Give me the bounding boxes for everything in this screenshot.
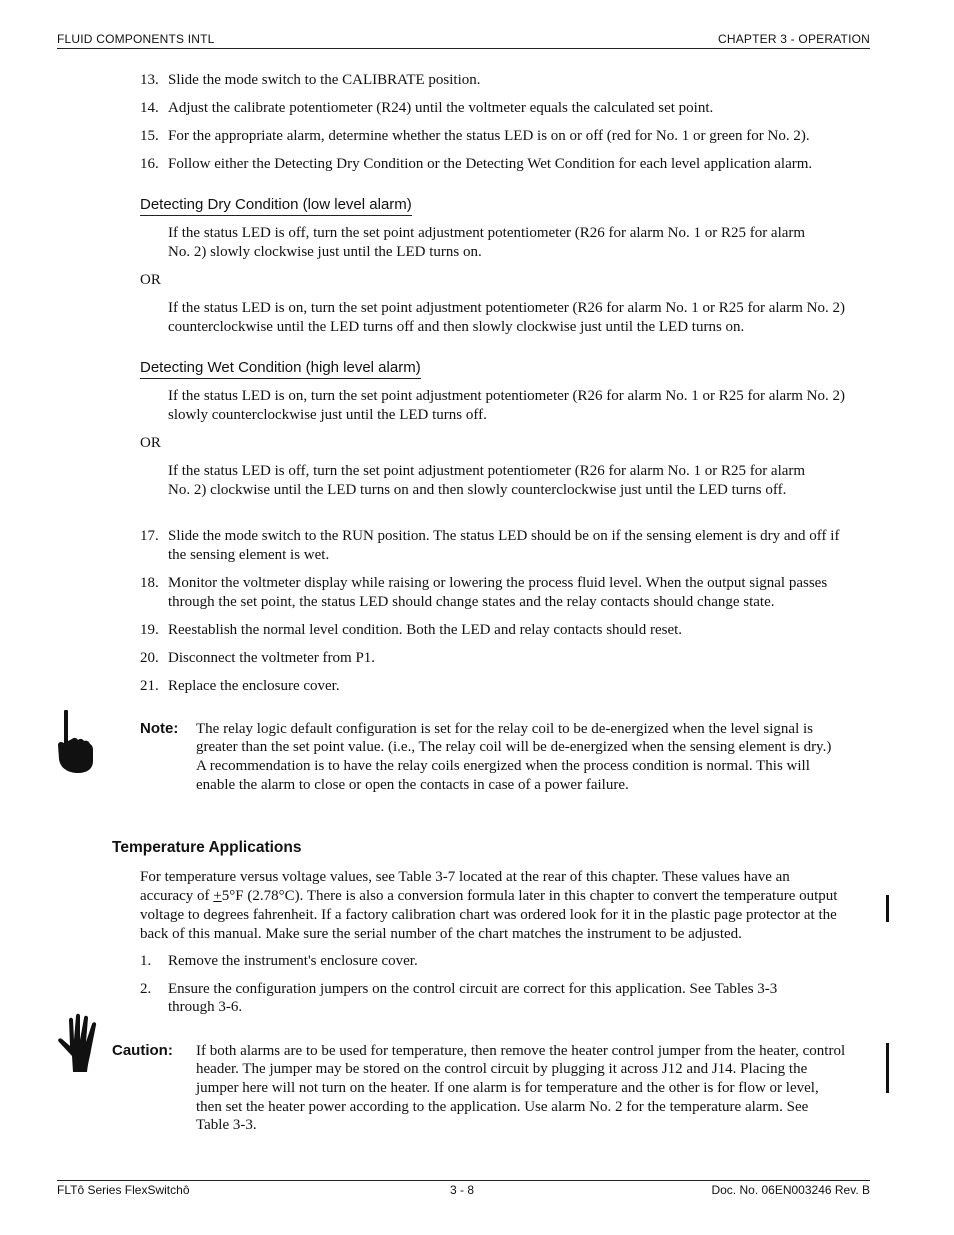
note-line-1: The relay logic default configuration is set for the relay coil to be de-energized when the level signal is — [196, 721, 813, 737]
step-text: the sensing element is wet. — [168, 547, 330, 563]
temp-para-line-2 — [140, 887, 837, 906]
wet-para-1-line-1: If the status LED is on, turn the set point adjustment potentiometer (R26 for alarm No. 1 or R25 for alarm No. 2) — [168, 388, 845, 404]
step-number: 20. — [140, 650, 159, 666]
plus-minus-symbol: + — [213, 888, 222, 904]
step-text: Ensure the configuration jumpers on the control circuit are correct for this application. See Tables 3-3 — [168, 981, 778, 997]
step-number: 18. — [140, 575, 159, 591]
step-text: Remove the instrument's enclosure cover. — [168, 953, 418, 969]
pointing-hand-icon — [56, 709, 96, 775]
step-number: 2. — [140, 981, 152, 997]
step-text: Replace the enclosure cover. — [168, 678, 340, 694]
change-bar — [886, 1043, 889, 1093]
caution-line-4: then set the heater power according to the application. Use alarm No. 2 for the temperature alarm. See — [196, 1099, 809, 1115]
step-number: 14. — [140, 100, 159, 116]
step-text: Slide the mode switch to the RUN position. The status LED should be on if the sensing element is dry and off if — [168, 528, 840, 544]
step-text: Adjust the calibrate potentiometer (R24) until the voltmeter equals the calculated set point. — [168, 100, 714, 116]
step-text: Follow either the Detecting Dry Condition or the Detecting Wet Condition for each level application alarm. — [168, 156, 813, 172]
step-number: 19. — [140, 622, 159, 638]
temperature-applications-heading: Temperature Applications — [112, 839, 302, 856]
temp-para-line-3: voltage to degrees fahrenheit. If a factory calibration chart was ordered look for it in the plastic page protector at the — [140, 907, 837, 923]
step-text: Reestablish the normal level condition. Both the LED and relay contacts should reset. — [168, 622, 683, 638]
dry-para-2-line-2: counterclockwise until the LED turns off and then slowly clockwise just until the LED turns on. — [168, 319, 745, 335]
dry-para-1-line-2: No. 2) slowly clockwise just until the LED turns on. — [168, 244, 482, 260]
step-text: Disconnect the voltmeter from P1. — [168, 650, 376, 666]
dry-para-1-line-1: If the status LED is off, turn the set point adjustment potentiometer (R26 for alarm No. 1 or R25 for alarm — [168, 225, 806, 241]
header-chapter: CHAPTER 3 - OPERATION — [718, 32, 870, 46]
dry-or: OR — [140, 272, 161, 288]
wet-para-2-line-1: If the status LED is off, turn the set point adjustment potentiometer (R26 for alarm No. 1 or R25 for alarm — [168, 463, 806, 479]
step-number: 17. — [140, 528, 159, 544]
step-text: through the set point, the status LED should change states and the relay contacts should change state. — [168, 594, 775, 610]
caution-label: Caution: — [112, 1042, 173, 1059]
step-number: 15. — [140, 128, 159, 144]
footer-product: FLTô Series FlexSwitchô — [57, 1183, 190, 1197]
caution-line-5: Table 3-3. — [196, 1117, 257, 1133]
step-text: Monitor the voltmeter display while raising or lowering the process fluid level. When the output signal passes — [168, 575, 828, 591]
page-footer — [57, 1180, 870, 1199]
step-number: 16. — [140, 156, 159, 172]
note-line-2: greater than the set point value. (i.e., The relay coil will be de-energized when the sensing element is dry.) — [196, 739, 832, 755]
wet-or: OR — [140, 435, 161, 451]
dry-condition-heading: Detecting Dry Condition (low level alarm) — [140, 196, 412, 216]
step-text: through 3-6. — [168, 999, 243, 1015]
caution-line-3: jumper here will not turn on the heater. If one alarm is for temperature and the other is for flow or level, — [196, 1080, 819, 1096]
temp-para-line-4: back of this manual. Make sure the serial number of the chart matches the instrument to be adjusted. — [140, 926, 742, 942]
step-text: For the appropriate alarm, determine whether the status LED is on or off (red for No. 1 or green for No. 2). — [168, 128, 810, 144]
note-line-4: enable the alarm to close or open the contacts in case of a power failure. — [196, 777, 629, 793]
step-number: 13. — [140, 72, 159, 88]
change-bar — [886, 895, 889, 922]
wet-condition-heading: Detecting Wet Condition (high level alarm) — [140, 359, 421, 379]
header-company: FLUID COMPONENTS INTL — [57, 32, 215, 46]
temp-para-line-1: For temperature versus voltage values, see Table 3-7 located at the rear of this chapter. These values have an — [140, 869, 790, 885]
caution-line-2: header. The jumper may be stored on the control circuit by plugging it across J12 and J14. Placing the — [196, 1061, 808, 1077]
temp-para-line-2b: 5°F (2.78°C). There is also a conversion formula later in this chapter to convert the temperature output — [221, 888, 838, 904]
note-line-3: A recommendation is to have the relay coils energized when the process condition is normal. This will — [196, 758, 810, 774]
wet-para-2-line-2: No. 2) clockwise until the LED turns on and then slowly counterclockwise just until the LED turns off. — [168, 482, 787, 498]
step-number: 1. — [140, 953, 152, 969]
caution-line-1: If both alarms are to be used for temperature, then remove the heater control jumper from the heater, control — [196, 1043, 846, 1059]
page-header — [57, 32, 870, 49]
step-number: 21. — [140, 678, 159, 694]
footer-doc-number: Doc. No. 06EN003246 Rev. B — [711, 1183, 870, 1197]
raised-hand-icon — [55, 1012, 105, 1074]
note-label: Note: — [140, 720, 179, 737]
temp-para-line-2a: accuracy of — [140, 888, 214, 904]
wet-para-1-line-2: slowly counterclockwise just until the LED turns off. — [168, 407, 487, 423]
step-text: Slide the mode switch to the CALIBRATE position. — [168, 72, 481, 88]
dry-para-2-line-1: If the status LED is on, turn the set point adjustment potentiometer (R26 for alarm No. 1 or R25 for alarm No. 2) — [168, 300, 845, 316]
footer-page-number: 3 - 8 — [450, 1183, 475, 1197]
